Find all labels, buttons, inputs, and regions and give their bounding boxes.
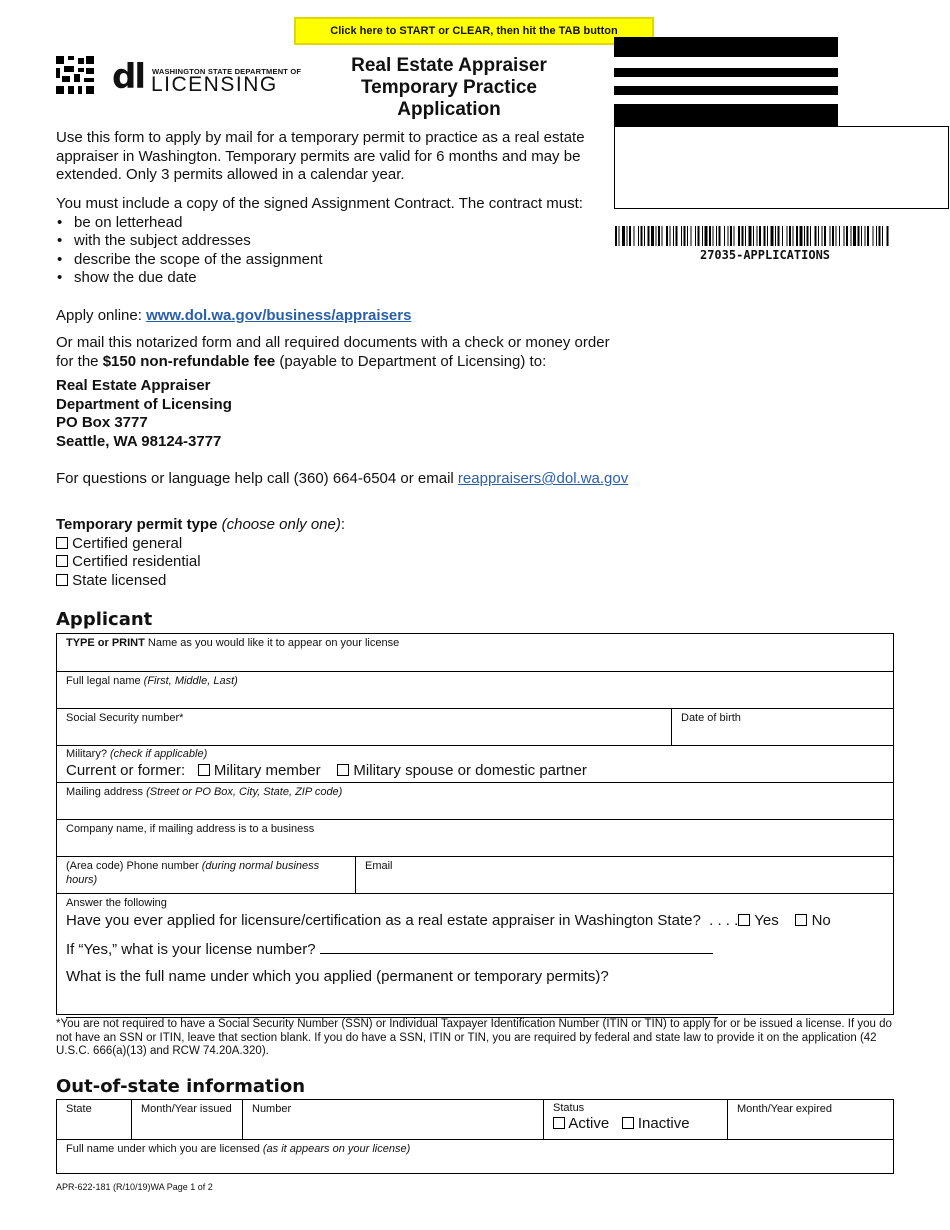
oos-status-field: Status Active Inactive — [543, 1100, 727, 1139]
ssn-field[interactable]: Social Security number* — [66, 712, 184, 724]
phone-field[interactable]: (Area code) Phone number (during normal business hours) — [66, 860, 320, 886]
oos-expired-field[interactable]: Month/Year expired — [727, 1100, 893, 1139]
office-use-box — [614, 126, 949, 209]
license-number-input[interactable] — [320, 939, 713, 954]
applied-no-checkbox[interactable] — [795, 914, 807, 926]
applicant-table — [56, 633, 894, 1015]
questions-email-link[interactable]: reappraisers@dol.wa.gov — [457, 470, 629, 487]
dob-field[interactable]: Date of birth — [671, 709, 893, 745]
certified-general-checkbox[interactable] — [56, 537, 68, 549]
license-name-field[interactable]: TYPE or PRINT Name as you would like it to appear on your license — [66, 637, 400, 649]
military-field: Military? (check if applicable) Current or former: Military member Military spouse or domestic partner — [66, 748, 587, 779]
email-field[interactable]: Email — [355, 857, 893, 893]
qr-code-icon — [56, 56, 94, 94]
applicant-heading: Applicant — [56, 609, 153, 630]
military-member-checkbox[interactable] — [198, 764, 210, 776]
list-item: • with the subject addresses — [56, 232, 616, 251]
ssn-footnote: *You are not required to have a Social Security Number (SSN) or Individual Taxpayer Identification Number (ITIN or TIN) to apply for or be issued a license. If you do not have an SSN or ITIN, leave that section blank. If you do have a SSN, ITIN or TIN, you are required by federal and state law to provide it on the application (42 U.S.C. 666(a)(13) and RCW 74.20A.320). — [56, 1018, 892, 1057]
mail-instructions: Or mail this notarized form and all required documents with a check or money order for the $150 non-refundable fee (payable to Department of Licensing) to: — [56, 334, 610, 370]
oos-state-field[interactable]: State — [66, 1103, 92, 1115]
questions-text: For questions or language help call (360) 664-6504 or email reappraisers@dol.wa.gov — [56, 470, 629, 487]
logo-licensing-text: LICENSING — [151, 73, 278, 96]
form-title: Real Estate Appraiser Temporary Practice Application — [351, 55, 547, 120]
applied-yes-checkbox[interactable] — [738, 914, 750, 926]
permit-type: Temporary permit type (choose only one): Certified general Certified residential State licensed — [56, 516, 346, 589]
start-clear-button[interactable]: Click here to START or CLEAR, then hit the TAB button — [294, 17, 654, 45]
out-of-state-heading: Out-of-state information — [56, 1076, 306, 1097]
logo-dept-text: WASHINGTON STATE DEPARTMENT OF — [152, 67, 302, 76]
apply-online-link[interactable]: www.dol.wa.gov/business/appraisers — [146, 307, 412, 324]
barcode-icon — [615, 226, 889, 246]
out-of-state-table — [56, 1099, 894, 1174]
dol-logo-mark: dl — [112, 57, 144, 97]
list-item: • describe the scope of the assignment — [56, 251, 616, 270]
intro-text: Use this form to apply by mail for a temporary permit to practice as a real estate appraiser in Washington. Temporary permits are valid for 6 months and may be extended. Only 3 permits allowed in a calendar year. — [56, 129, 585, 183]
barcode-text: 27035-APPLICATIONS — [699, 248, 831, 262]
oos-active-checkbox[interactable] — [553, 1117, 565, 1129]
oos-fullname-field[interactable]: Full name under which you are licensed (as it appears on your license) — [66, 1143, 411, 1155]
company-name-field[interactable]: Company name, if mailing address is to a business — [66, 823, 315, 835]
applied-name-input[interactable] — [66, 1003, 718, 1018]
certified-residential-checkbox[interactable] — [56, 555, 68, 567]
mailing-address: Real Estate Appraiser Department of Licensing PO Box 3777 Seattle, WA 98124-3777 — [56, 377, 232, 450]
mailing-address-field[interactable]: Mailing address (Street or PO Box, City, State, ZIP code) — [66, 786, 343, 798]
history-questions: Answer the following Have you ever applied for licensure/certification as a real estate appraiser in Washington State? . . . . Yes No If “Yes,” what is your license number? What is the full name under which you applied (permanent or temporary permits)? — [57, 894, 893, 1014]
oos-issued-field[interactable]: Month/Year issued — [131, 1100, 242, 1139]
contract-requirements: You must include a copy of the signed Assignment Contract. The contract must: • be on letterhead • with the subject addresses • describe the scope of the assignment • show the due date — [56, 195, 616, 288]
apply-online: Apply online: www.dol.wa.gov/business/appraisers — [56, 307, 412, 324]
oos-number-field[interactable]: Number — [242, 1100, 543, 1139]
list-item: • be on letterhead — [56, 214, 616, 233]
oos-inactive-checkbox[interactable] — [622, 1117, 634, 1129]
list-item: • show the due date — [56, 269, 616, 288]
form-footer: APR-622-181 (R/10/19)WA Page 1 of 2 — [56, 1182, 213, 1192]
legal-name-field[interactable]: Full legal name (First, Middle, Last) — [66, 675, 238, 687]
state-licensed-checkbox[interactable] — [56, 574, 68, 586]
military-spouse-checkbox[interactable] — [337, 764, 349, 776]
